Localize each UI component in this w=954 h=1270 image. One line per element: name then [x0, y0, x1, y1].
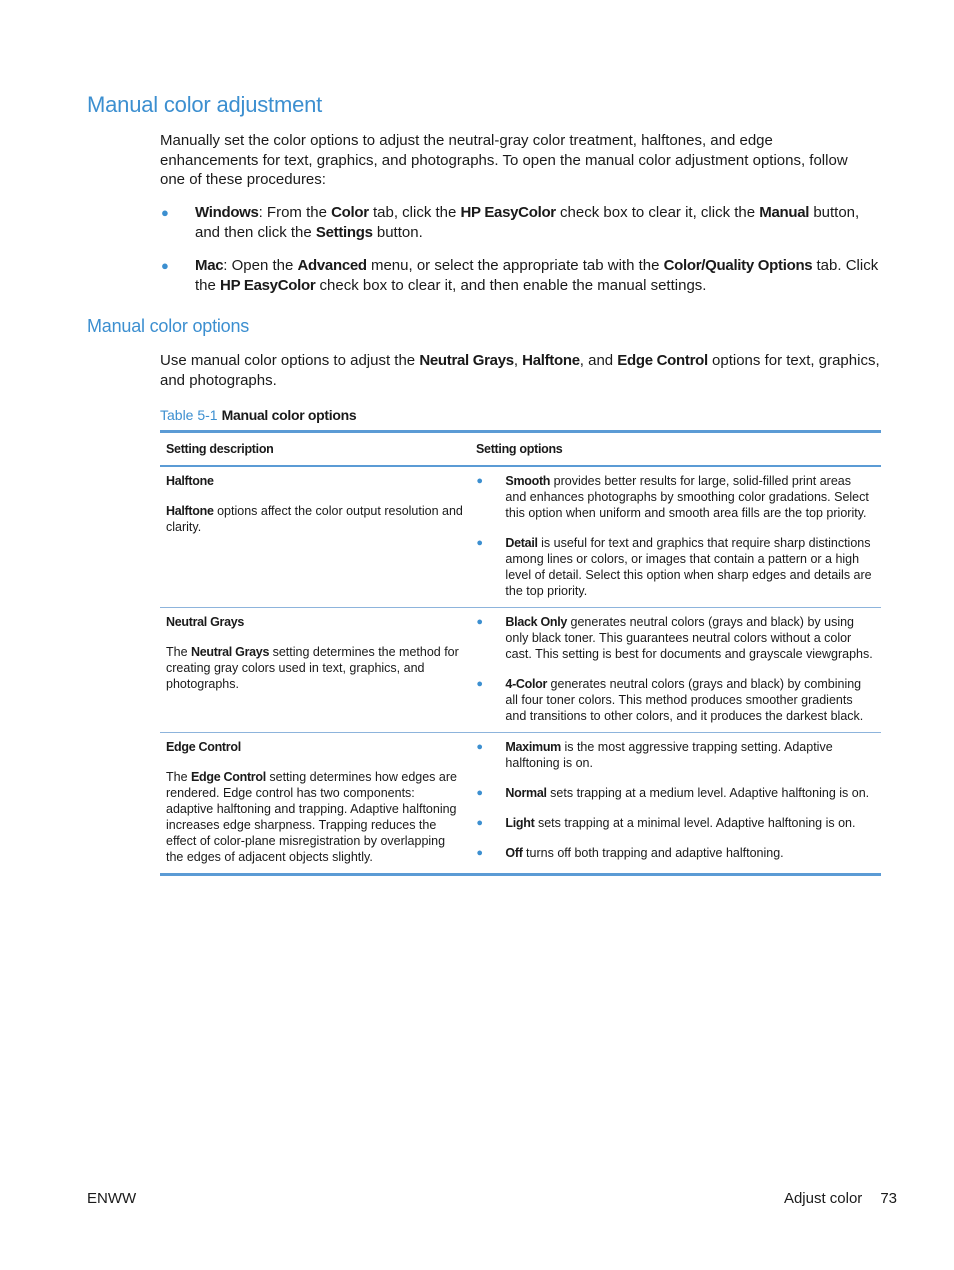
table-caption [160, 407, 356, 423]
footer-left: ENWW [87, 1190, 137, 1207]
setting-description [166, 503, 464, 535]
option-text [505, 536, 871, 598]
table-number: Table 5-1 [160, 407, 218, 423]
table-row [160, 608, 881, 733]
text-run: provides better results for large, solid-filled print areas and enhances photographs by smoothing color gradations. Select this option when uniform and smooth area fills are the top priority. [505, 474, 869, 520]
bold-term: 4-Color [505, 677, 548, 691]
table-body [160, 466, 881, 875]
bullet-icon: ● [476, 678, 484, 690]
option-list [476, 473, 875, 599]
text-run: generates neutral colors (grays and black) by using only black toner. This guarantees neutral colors without a color cast. This setting is best for documents and grayscale viewgraphs. [505, 615, 873, 661]
setting-description [166, 644, 464, 692]
option-list [476, 739, 875, 861]
options-intro [160, 351, 880, 390]
bold-term: Detail [505, 536, 538, 550]
bold-term: HP EasyColor [220, 276, 316, 294]
section-heading: Manual color options [87, 316, 250, 336]
bold-term: Mac [195, 257, 224, 274]
option-item [476, 845, 875, 861]
bold-term: Color/Quality Options [663, 257, 813, 274]
option-item [476, 614, 875, 662]
text-run: check box to clear it, click the [555, 204, 760, 221]
procedure-text [195, 204, 859, 241]
text-run: is the most aggressive trapping setting. Adaptive halftoning is on. [505, 740, 833, 770]
setting-options-cell [470, 608, 881, 733]
option-text [505, 740, 832, 770]
text-run: : Open the [223, 257, 298, 274]
text-run: menu, or select the appropriate tab with the [366, 257, 664, 274]
bold-term: Light [505, 816, 535, 830]
text-run: setting determines how edges are rendered. Edge control has two components: adaptive halftoning and trapping. Adaptive halftoning increases edge sharpness. Trapping reduces the effect of color-plane misregistration by overlapping the edges of adjacent objects slightly. [166, 770, 457, 864]
bold-term: Edge Control [617, 352, 708, 369]
text-run: , [513, 352, 523, 369]
bullet-icon: ● [476, 817, 484, 829]
bold-term: Neutral Grays [419, 352, 514, 369]
text-run: options affect the color output resolution and clarity. [166, 504, 463, 534]
bold-term: Smooth [505, 474, 551, 488]
header-setting-description: Setting description [166, 442, 274, 456]
page-number: 73 [880, 1190, 897, 1207]
header-setting-options: Setting options [476, 442, 563, 456]
bold-term: Advanced [297, 257, 367, 274]
bold-term: Neutral Grays [191, 645, 270, 659]
bold-term: Halftone [522, 352, 580, 369]
bullet-icon: ● [161, 205, 169, 220]
bullet-icon: ● [476, 537, 484, 549]
color-options-table [160, 430, 881, 876]
setting-name: Edge Control [166, 740, 241, 754]
footer-section: Adjust color [783, 1190, 863, 1207]
option-list [476, 614, 875, 724]
intro-paragraph: Manually set the color options to adjust the neutral-gray color treatment, halftones, and edge enhancements for text, graphics, and photographs. To open the manual color adjustment options, follow one of these procedures: [160, 132, 848, 188]
footer-right [784, 1190, 897, 1207]
text-run: The [166, 770, 192, 784]
setting-description-cell [160, 466, 470, 608]
setting-name: Halftone [166, 474, 214, 488]
option-text [505, 474, 868, 520]
bold-term: Manual [759, 204, 810, 221]
bullet-icon: ● [476, 741, 484, 753]
procedure-windows [160, 203, 885, 242]
option-text [505, 615, 872, 661]
bold-term: Windows [195, 204, 259, 221]
option-text [505, 846, 783, 860]
bullet-icon: ● [161, 258, 169, 273]
procedure-text [195, 257, 878, 294]
text-run: button. [372, 223, 423, 241]
setting-description-cell [160, 608, 470, 733]
text-run: options for text, graphics, and photographs. [160, 352, 880, 389]
option-item [476, 739, 875, 771]
text-run: generates neutral colors (grays and black) by combining all four toner colors. This method produces smoother gradients and transitions to other colors, and it produces the darkest black. [505, 677, 864, 723]
bold-term: Edge Control [191, 770, 266, 784]
setting-options-cell [470, 733, 881, 875]
setting-description [166, 769, 464, 865]
bold-term: Off [505, 846, 523, 860]
bold-term: Settings [315, 223, 373, 241]
table-header [160, 432, 881, 467]
option-item [476, 785, 875, 801]
option-text [505, 677, 863, 723]
bullet-icon: ● [476, 475, 484, 487]
text-run: tab, click the [368, 204, 461, 221]
text-run: check box to clear it, and then enable the manual settings. [315, 276, 707, 294]
setting-description-cell [160, 733, 470, 875]
table-row [160, 466, 881, 608]
procedure-list [160, 203, 885, 309]
option-text [505, 816, 855, 830]
text-run: : From the [258, 204, 332, 221]
text-run: sets trapping at a minimal level. Adaptive halftoning is on. [534, 816, 856, 830]
text-run: is useful for text and graphics that require sharp distinctions among lines or colors, or images that contain a pattern or a high level of detail. Select this option when sharp edges and details are the top priority. [505, 536, 872, 598]
setting-name: Neutral Grays [166, 615, 245, 629]
bold-term: Black Only [505, 615, 568, 629]
option-item [476, 473, 875, 521]
bold-term: HP EasyColor [460, 204, 556, 221]
option-item [476, 676, 875, 724]
text-run: The [166, 645, 192, 659]
setting-options-cell [470, 466, 881, 608]
bold-term: Normal [505, 786, 547, 800]
table-row [160, 733, 881, 875]
option-item [476, 535, 875, 599]
text-run: , and [579, 352, 618, 369]
option-text [505, 786, 869, 800]
bold-term: Color [331, 204, 369, 221]
bullet-icon: ● [476, 847, 484, 859]
bullet-icon: ● [476, 616, 484, 628]
bullet-icon: ● [476, 787, 484, 799]
text-run: button, and then click the [195, 204, 860, 241]
text-run: setting determines the method for creating gray colors used in text, graphics, and photographs. [166, 645, 459, 691]
procedure-mac [160, 256, 885, 295]
table-title: Manual color options [221, 407, 357, 423]
bold-term: Halftone [166, 504, 214, 518]
bold-term: Maximum [505, 740, 561, 754]
text-run: tab. Click the [195, 257, 879, 294]
text-run: turns off both trapping and adaptive halftoning. [522, 846, 784, 860]
text-run: Use manual color options to adjust the [160, 352, 420, 369]
text-run: sets trapping at a medium level. Adaptive halftoning is on. [546, 786, 870, 800]
option-item [476, 815, 875, 831]
page-heading: Manual color adjustment [87, 92, 323, 117]
